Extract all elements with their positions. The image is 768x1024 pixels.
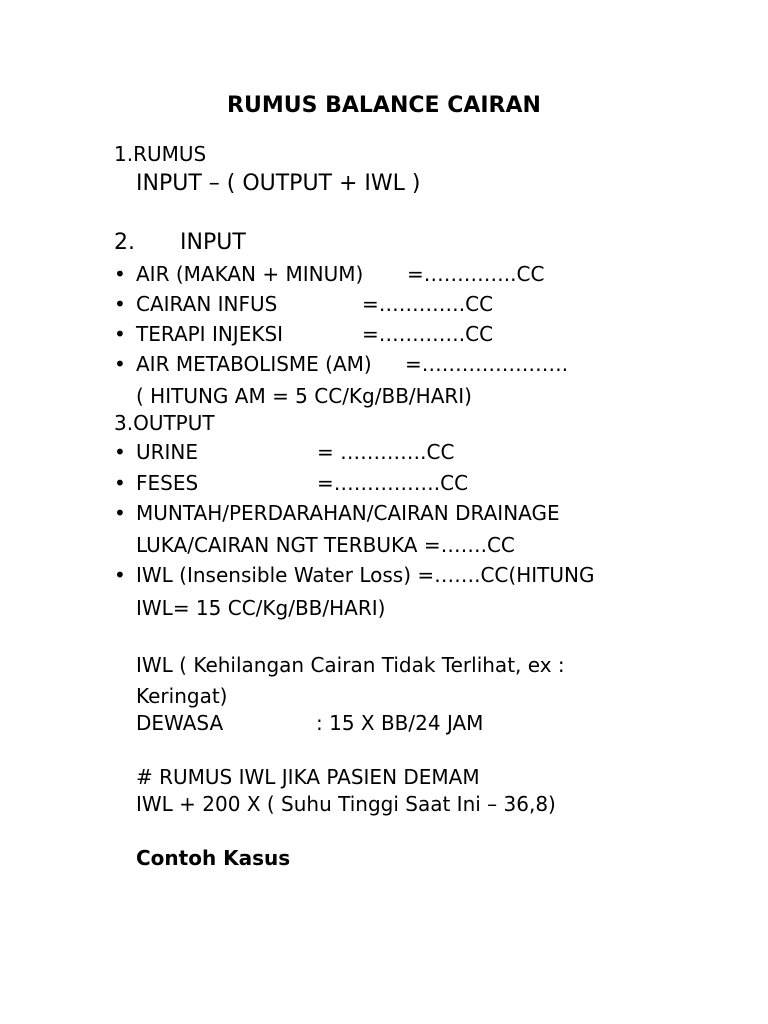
bullet: • bbox=[114, 262, 126, 286]
fever-heading: # RUMUS IWL JIKA PASIEN DEMAM bbox=[136, 765, 480, 789]
section2-number: 2. bbox=[114, 230, 135, 255]
input-item-label: AIR (MAKAN + MINUM) bbox=[136, 262, 364, 286]
bullet: • bbox=[114, 292, 126, 316]
drainage-line-1: MUNTAH/PERDARAHAN/CAIRAN DRAINAGE bbox=[136, 501, 560, 525]
section1-heading: 1.RUMUS bbox=[114, 142, 207, 166]
case-heading: Contoh Kasus bbox=[136, 846, 291, 870]
dewasa-label: DEWASA bbox=[136, 711, 224, 735]
bullet: • bbox=[114, 563, 126, 587]
output-item-label: FESES bbox=[136, 471, 199, 495]
bullet: • bbox=[114, 501, 126, 525]
iwl-info-line-1: IWL ( Kehilangan Cairan Tidak Terlihat, ex : bbox=[136, 653, 565, 677]
iwl-line-1: IWL (Insensible Water Loss) =…….CC(HITUNG bbox=[136, 563, 595, 587]
iwl-info-line-2: Keringat) bbox=[136, 684, 228, 708]
input-item-value: =………….CC bbox=[362, 322, 494, 346]
page-title: RUMUS BALANCE CAIRAN bbox=[227, 93, 541, 118]
bullet: • bbox=[114, 322, 126, 346]
input-item-label: CAIRAN INFUS bbox=[136, 292, 278, 316]
section3-heading: 3.OUTPUT bbox=[114, 411, 215, 435]
output-item-value: = ………….CC bbox=[317, 440, 455, 464]
bullet: • bbox=[114, 440, 126, 464]
drainage-line-2: LUKA/CAIRAN NGT TERBUKA =…….CC bbox=[136, 533, 515, 557]
input-item-value: =………….CC bbox=[362, 292, 494, 316]
fever-formula: IWL + 200 X ( Suhu Tinggi Saat Ini – 36,8) bbox=[136, 792, 556, 816]
section1-formula: INPUT – ( OUTPUT + IWL ) bbox=[136, 171, 421, 196]
am-note: ( HITUNG AM = 5 CC/Kg/BB/HARI) bbox=[136, 384, 472, 408]
bullet: • bbox=[114, 471, 126, 495]
section2-heading: INPUT bbox=[180, 230, 246, 255]
input-item-label: AIR METABOLISME (AM) bbox=[136, 352, 372, 376]
input-item-value: =…………………. bbox=[405, 352, 569, 376]
input-item-value: =…………..CC bbox=[407, 262, 545, 286]
dewasa-value: : 15 X BB/24 JAM bbox=[316, 711, 484, 735]
output-item-value: =…………….CC bbox=[317, 471, 469, 495]
bullet: • bbox=[114, 352, 126, 376]
iwl-line-2: IWL= 15 CC/Kg/BB/HARI) bbox=[136, 596, 386, 620]
input-item-label: TERAPI INJEKSI bbox=[136, 322, 284, 346]
output-item-label: URINE bbox=[136, 440, 199, 464]
